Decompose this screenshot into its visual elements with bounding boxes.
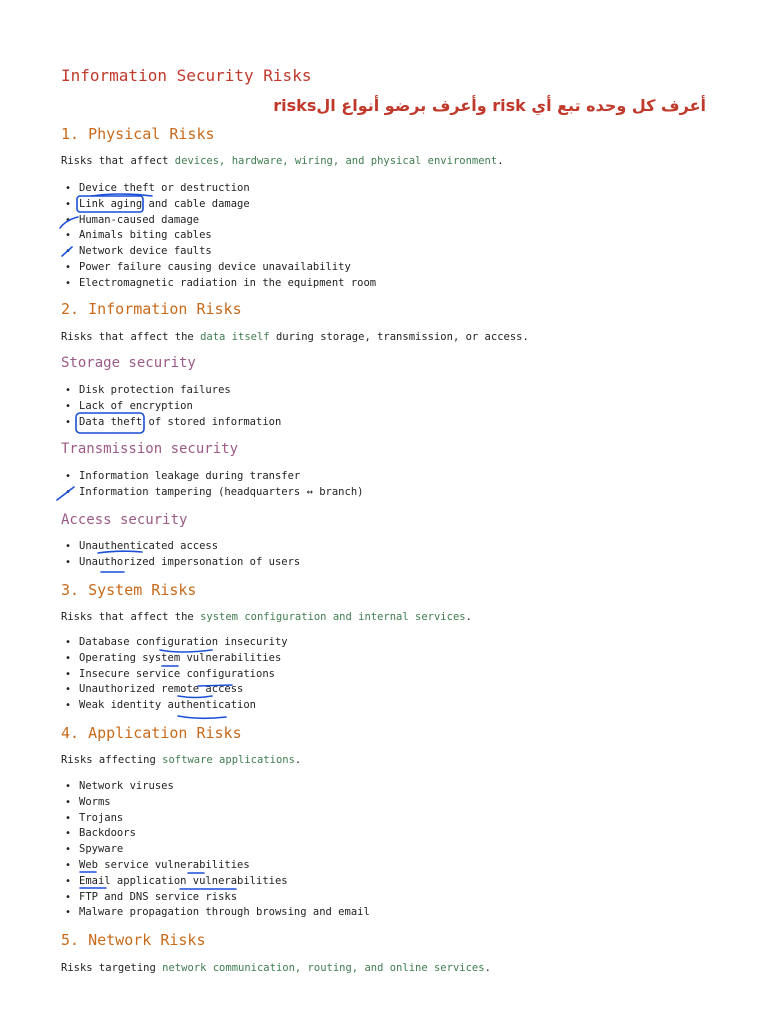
list-item: • Weak identity authentication bbox=[61, 698, 288, 714]
list-item: • Information tampering (headquarters ↔ branch) bbox=[61, 485, 363, 501]
list-item: • Electromagnetic radiation in the equipment room bbox=[61, 276, 376, 292]
transmission-security-list bbox=[61, 469, 363, 501]
access-security-heading: Access security bbox=[61, 512, 188, 528]
list-item: • Information leakage during transfer bbox=[61, 469, 363, 485]
list-item: • Link aging and cable damage bbox=[61, 197, 376, 213]
page-title: Information Security Risks bbox=[61, 66, 312, 85]
list-item: • Power failure causing device unavailability bbox=[61, 260, 376, 276]
storage-security-list bbox=[61, 383, 281, 430]
physical-risks-list bbox=[61, 181, 376, 292]
information-risks-intro: Risks that affect the data itself during storage, transmission, or access. bbox=[61, 331, 529, 343]
application-risks-intro: Risks affecting software applications. bbox=[61, 754, 302, 766]
physical-risks-intro: Risks that affect devices, hardware, wiring, and physical environment. bbox=[61, 155, 504, 167]
list-item: • Device theft or destruction bbox=[61, 181, 376, 197]
list-item: • Email application vulnerabilities bbox=[61, 874, 370, 890]
list-item: • Web service vulnerabilities bbox=[61, 858, 370, 874]
list-item: • Worms bbox=[61, 795, 370, 811]
list-item: • Disk protection failures bbox=[61, 383, 281, 399]
storage-security-heading: Storage security bbox=[61, 355, 196, 371]
list-item: • Database configuration insecurity bbox=[61, 635, 288, 651]
list-item: • Insecure service configurations bbox=[61, 667, 288, 683]
list-item: • Animals biting cables bbox=[61, 228, 376, 244]
arabic-handwritten-note: أعرف كل وحده تبع أي risk وأعرف برضو أنواع الrisks bbox=[273, 96, 706, 115]
list-item: • Unauthorized impersonation of users bbox=[61, 555, 300, 571]
system-risks-list bbox=[61, 635, 288, 714]
transmission-security-heading: Transmission security bbox=[61, 441, 239, 457]
list-item: • Unauthenticated access bbox=[61, 539, 300, 555]
application-risks-heading: 4. Application Risks bbox=[61, 724, 242, 742]
list-item: • Operating system vulnerabilities bbox=[61, 651, 288, 667]
list-item: • Network device faults bbox=[61, 244, 376, 260]
ink-underline-authentication bbox=[178, 716, 226, 718]
list-item: • Network viruses bbox=[61, 779, 370, 795]
system-risks-intro: Risks that affect the system configuration and internal services. bbox=[61, 611, 472, 623]
network-risks-heading: 5. Network Risks bbox=[61, 931, 206, 949]
list-item: • FTP and DNS service risks bbox=[61, 890, 370, 906]
list-item: • Unauthorized remote access bbox=[61, 682, 288, 698]
list-item: • Human-caused damage bbox=[61, 213, 376, 229]
list-item: • Lack of encryption bbox=[61, 399, 281, 415]
list-item: • Backdoors bbox=[61, 826, 370, 842]
application-risks-list bbox=[61, 779, 370, 921]
physical-risks-heading: 1. Physical Risks bbox=[61, 125, 215, 143]
information-risks-heading: 2. Information Risks bbox=[61, 300, 242, 318]
network-risks-intro: Risks targeting network communication, routing, and online services. bbox=[61, 962, 491, 974]
list-item: • Data theft of stored information bbox=[61, 415, 281, 431]
access-security-list bbox=[61, 539, 300, 571]
system-risks-heading: 3. System Risks bbox=[61, 581, 197, 599]
list-item: • Malware propagation through browsing and email bbox=[61, 905, 370, 921]
list-item: • Trojans bbox=[61, 811, 370, 827]
list-item: • Spyware bbox=[61, 842, 370, 858]
